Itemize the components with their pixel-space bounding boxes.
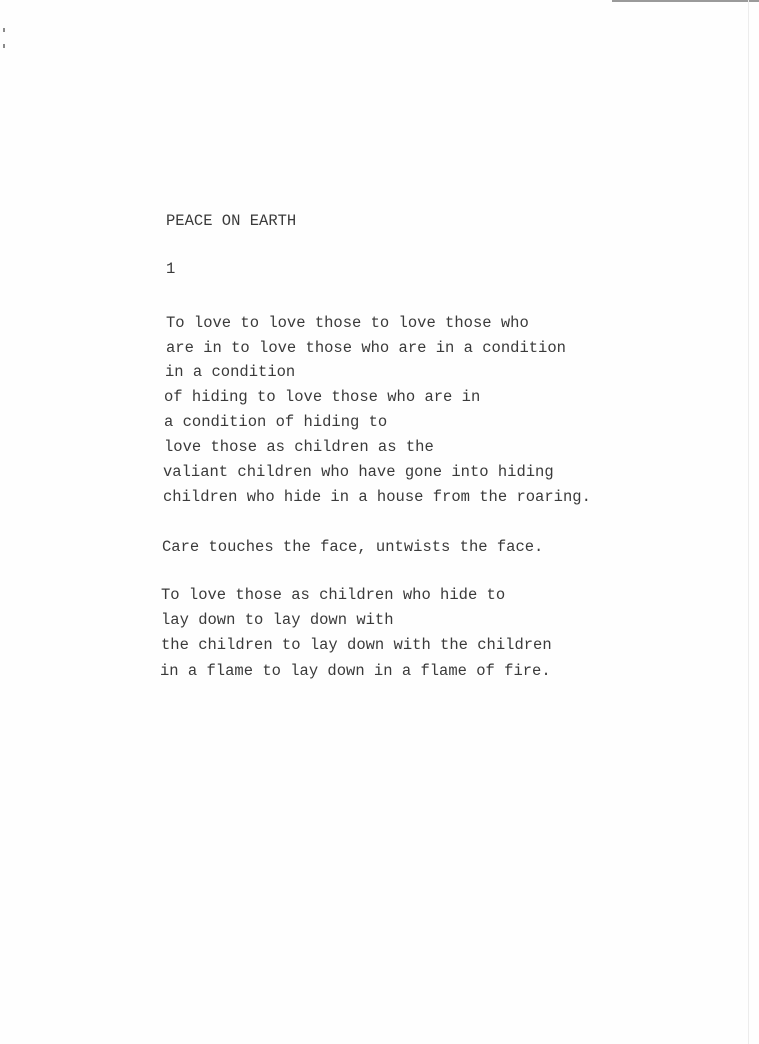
poem-line: in a flame to lay down in a flame of fire.: [160, 662, 551, 680]
poem-line: children who hide in a house from the roaring.: [163, 488, 591, 506]
poem-line: are in to love those who are in a condition: [166, 339, 566, 357]
poem-line: To love to love those to love those who: [166, 314, 529, 332]
paper-edge-top: [612, 0, 759, 2]
paper-edge-right: [748, 0, 749, 1044]
scan-mark: [3, 28, 5, 32]
poem-line: To love those as children who hide to: [161, 586, 506, 604]
scan-mark: [3, 44, 5, 48]
poem-line: lay down to lay down with: [161, 611, 394, 629]
poem-line: Care touches the face, untwists the face.: [162, 538, 544, 556]
poem-line: valiant children who have gone into hiding: [163, 463, 554, 481]
poem-line: of hiding to love those who are in: [164, 388, 481, 406]
poem-line: the children to lay down with the children: [161, 636, 552, 654]
poem-line: a condition of hiding to: [164, 413, 388, 431]
poem-title: PEACE ON EARTH: [166, 212, 297, 230]
poem-line: love those as children as the: [164, 438, 434, 456]
poem-line: in a condition: [165, 363, 296, 381]
section-number: 1: [166, 260, 176, 278]
